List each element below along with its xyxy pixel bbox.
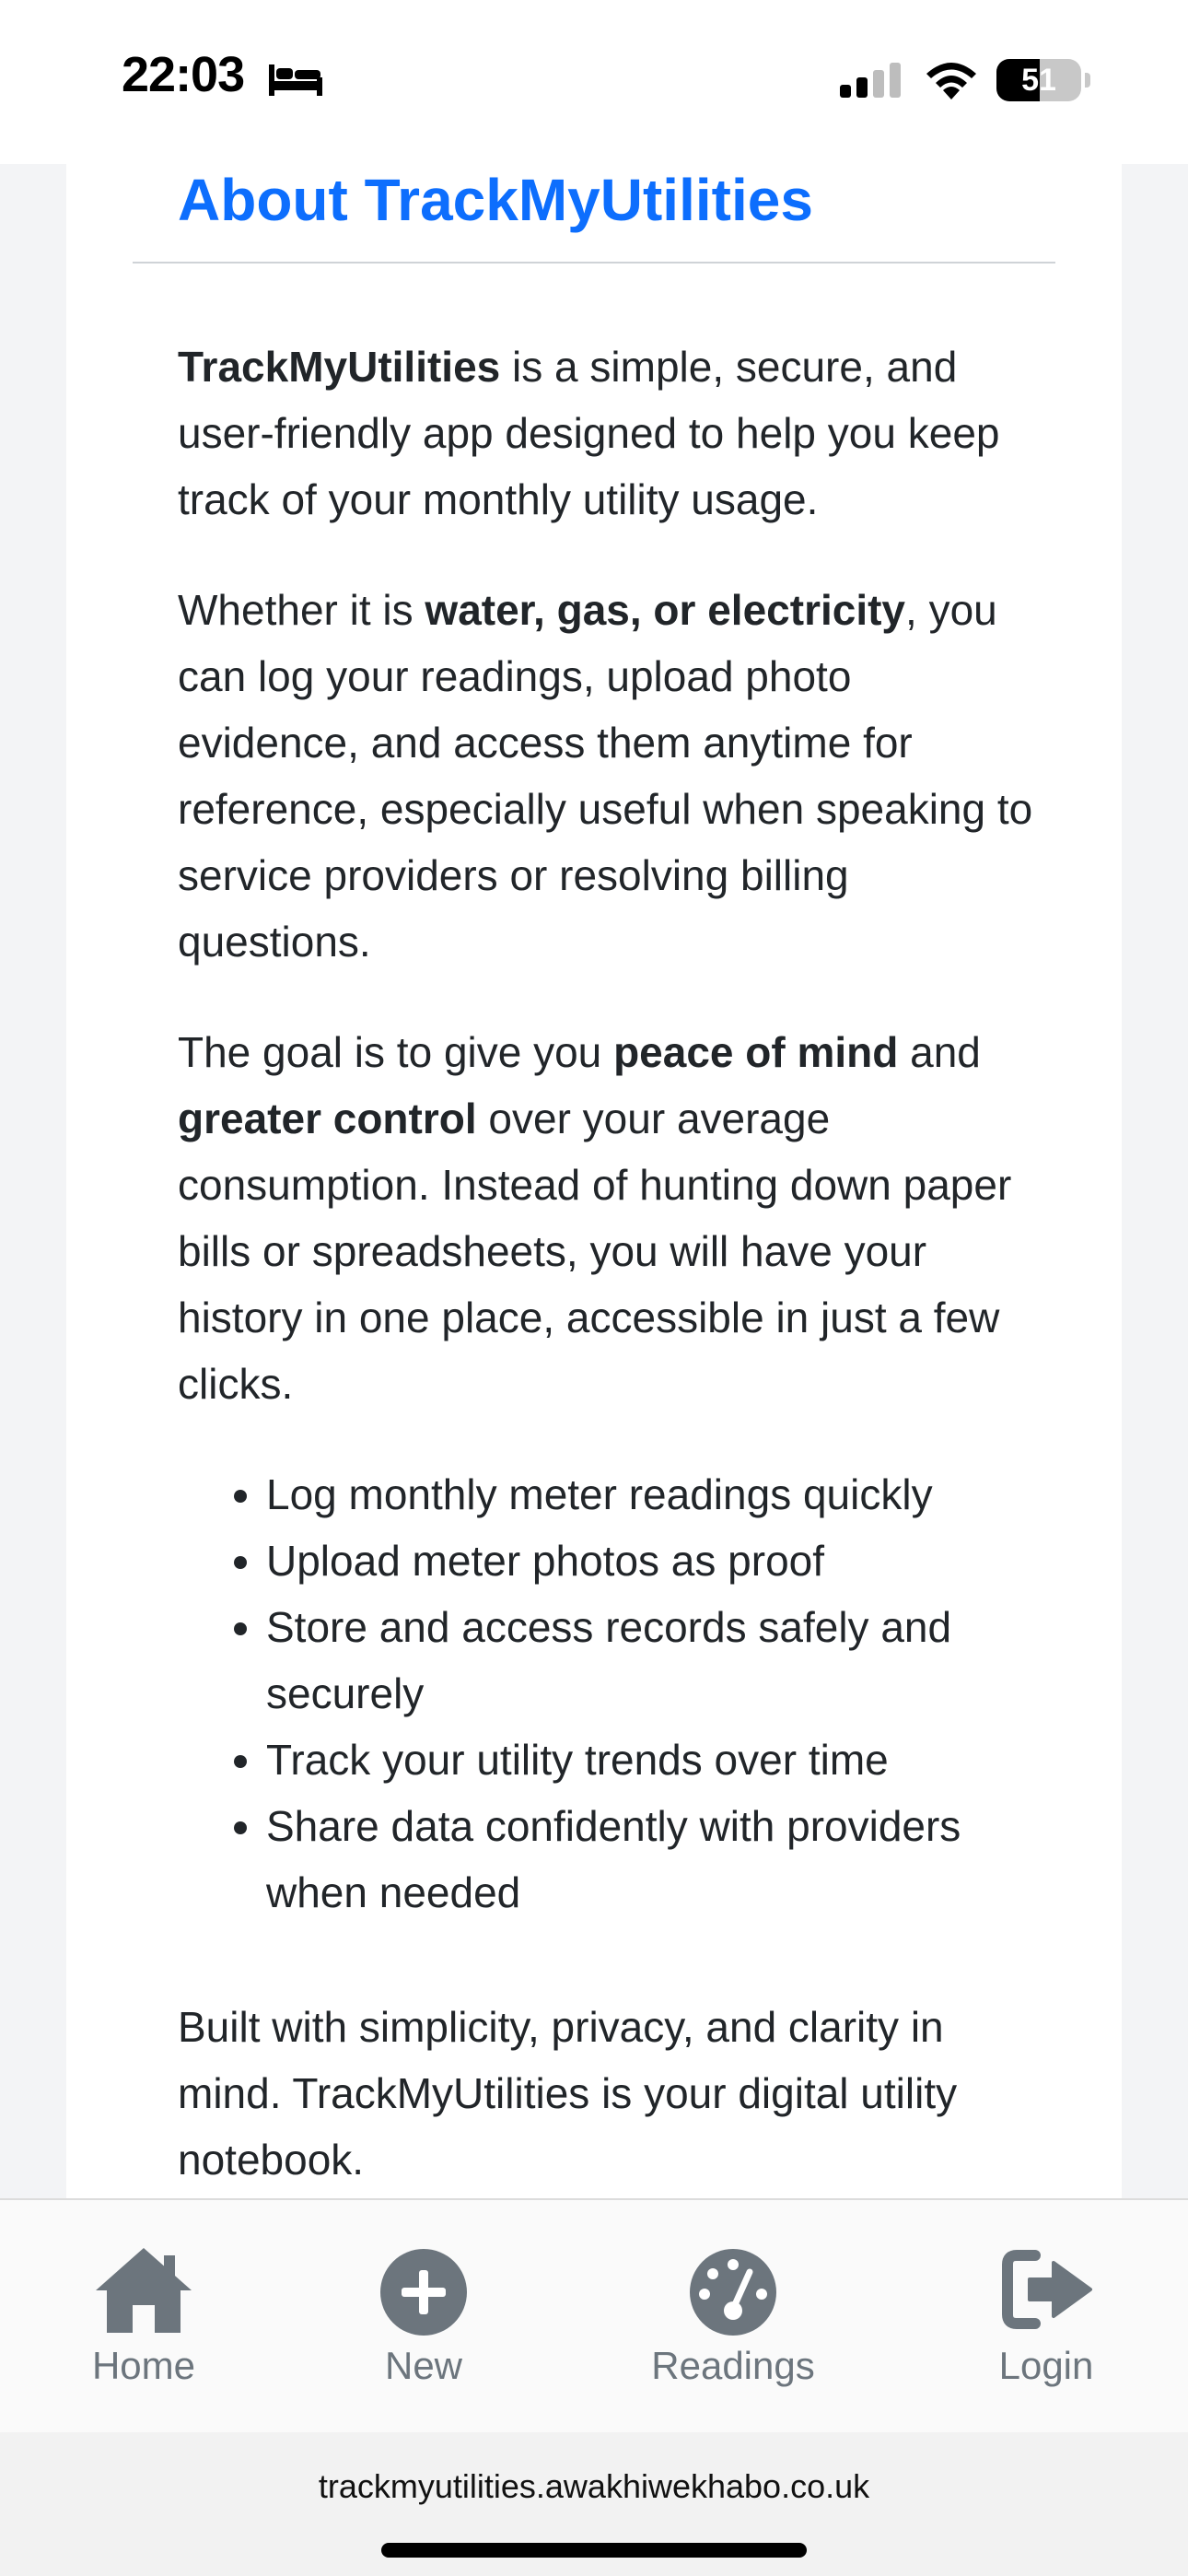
list-item: • Log monthly meter readings quickly [266, 1461, 1039, 1528]
nav-login[interactable] [954, 2200, 1138, 2434]
wifi-icon [923, 59, 980, 101]
nav-login-label: Login [998, 2344, 1094, 2387]
bottom-nav [0, 2198, 1188, 2436]
bed-icon [269, 61, 322, 98]
status-bar [0, 0, 1188, 164]
url-text[interactable]: trackmyutilities.awakhiwekhabo.co.uk [318, 2467, 870, 2505]
nav-readings-label: Readings [651, 2344, 815, 2387]
signal-icon [840, 63, 906, 101]
home-indicator[interactable] [381, 2543, 807, 2558]
title-divider [133, 262, 1055, 263]
page-title: About TrackMyUtilities [178, 167, 813, 233]
nav-home-label: Home [91, 2344, 196, 2387]
feature-list [178, 1461, 1039, 1926]
nav-new-label: New [384, 2344, 463, 2387]
closing-paragraph: Built with simplicity, privacy, and clarity in mind. TrackMyUtilities is your digital utility notebook. [178, 2003, 958, 2184]
list-item: • Share data confidently with providers when needed [266, 1793, 1039, 1926]
list-item: • Track your utility trends over time [266, 1727, 1039, 1793]
nav-new[interactable] [332, 2200, 516, 2434]
gauge-icon [689, 2248, 777, 2336]
status-time: 22:03 [122, 47, 245, 102]
nav-readings[interactable] [641, 2200, 825, 2434]
nav-home[interactable] [52, 2200, 236, 2434]
home-icon [92, 2244, 195, 2335]
goal-paragraph: The goal is to give you peace of mind and greater control over your average consumption. Instead of hunting down paper bills or spreadsheets, you will have your history in one place, accessible in just a few clicks. [178, 1028, 1012, 1408]
intro-paragraph: TrackMyUtilities is a simple, secure, and user-friendly app designed to help you keep track of your monthly utility usage. [178, 343, 1000, 523]
login-icon [1002, 2250, 1094, 2329]
battery-level: 51 [1021, 63, 1056, 98]
plus-circle-icon [379, 2248, 468, 2336]
list-item: • Store and access records safely and securely [266, 1594, 1039, 1727]
list-item: • Upload meter photos as proof [266, 1528, 1039, 1594]
utilities-paragraph: Whether it is water, gas, or electricity, you can log your readings, upload photo evidence, and access them anytime for reference, especially useful when speaking to service providers or resolving billing questions. [178, 586, 1033, 966]
brand-name: TrackMyUtilities [178, 343, 501, 391]
about-content [178, 334, 1039, 2237]
